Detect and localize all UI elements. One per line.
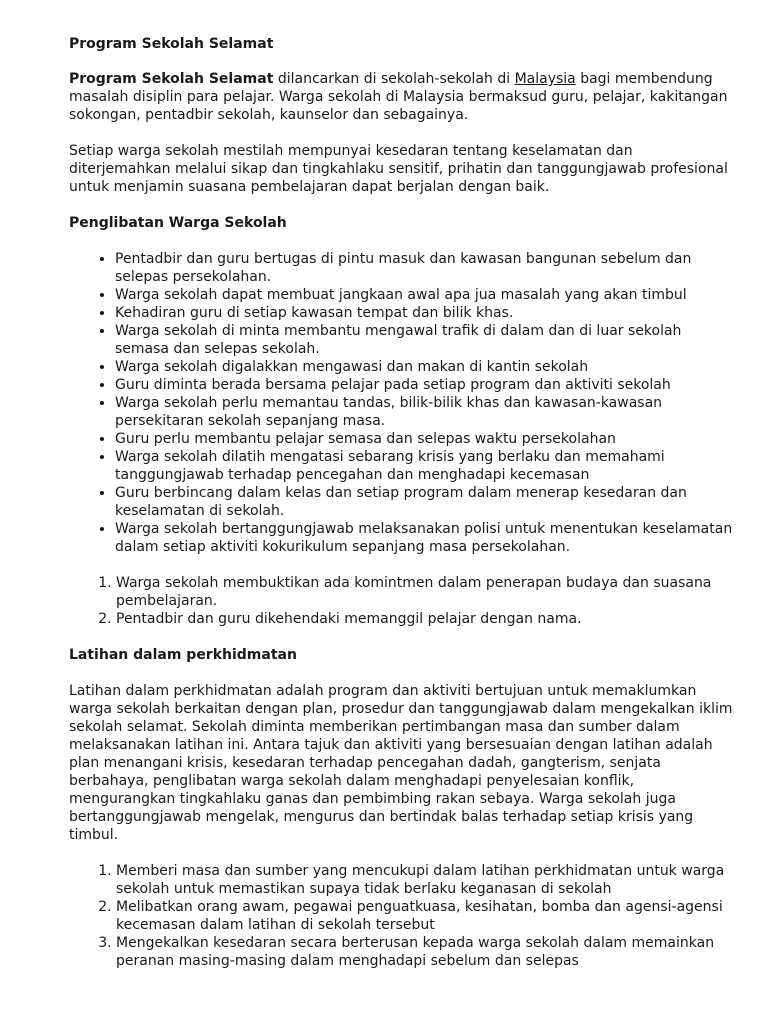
list-item: 2. Pentadbir dan guru dikehendaki memanggil pelajar dengan nama.	[116, 610, 734, 628]
document-page	[69, 35, 734, 970]
section-heading-latihan: Latihan dalam perkhidmatan	[69, 647, 297, 663]
list-item: • Warga sekolah di minta membantu mengawal trafik di dalam dan di luar sekolah semasa dan selepas sekolah.	[115, 322, 734, 358]
document-title: Program Sekolah Selamat	[69, 36, 274, 52]
intro-text-before-link: dilancarkan di sekolah-sekolah di	[273, 71, 515, 87]
list-item: • Guru diminta berada bersama pelajar pada setiap program dan aktiviti sekolah	[115, 376, 734, 394]
penglibatan-bullet-list	[68, 250, 734, 556]
section-heading-penglibatan: Penglibatan Warga Sekolah	[69, 215, 287, 231]
malaysia-link[interactable]: Malaysia	[514, 71, 576, 87]
penglibatan-numbered-list	[69, 574, 734, 628]
list-item: 1. Warga sekolah membuktikan ada komintmen dalam penerapan budaya dan suasana pembelajaran.	[116, 574, 734, 610]
list-item: • Pentadbir dan guru bertugas di pintu masuk dan kawasan bangunan sebelum dan selepas persekolahan.	[115, 250, 734, 286]
awareness-paragraph: Setiap warga sekolah mestilah mempunyai kesedaran tentang keselamatan dan diterjemahkan melalui sikap dan tingkahlaku sensitif, prihatin dan tanggungjawab profesional untuk menjamin suasana pembelajaran dapat berjalan dengan baik.	[69, 143, 728, 195]
list-item: • Warga sekolah perlu memantau tandas, bilik-bilik khas dan kawasan-kawasan persekitaran sekolah sepanjang masa.	[115, 394, 734, 430]
list-item: • Warga sekolah bertanggungjawab melaksanakan polisi untuk menentukan keselamatan dalam setiap aktiviti kokurikulum sepanjang masa persekolahan.	[115, 520, 734, 556]
list-item: • Guru berbincang dalam kelas dan setiap program dalam menerap kesedaran dan keselamatan di sekolah.	[115, 484, 734, 520]
list-item: • Warga sekolah dapat membuat jangkaan awal apa jua masalah yang akan timbul	[115, 286, 734, 304]
latihan-numbered-list	[69, 862, 734, 970]
latihan-paragraph: Latihan dalam perkhidmatan adalah program dan aktiviti bertujuan untuk memaklumkan warga sekolah berkaitan dengan plan, prosedur dan tanggungjawab dalam mengekalkan iklim sekolah selamat. Sekolah diminta memberikan pertimbangan masa dan sumber dalam melaksanakan latihan ini. Antara tajuk dan aktiviti yang bersesuaian dengan latihan adalah plan menangani krisis, kesedaran terhadap pencegahan dadah, gangterism, senjata berbahaya, penglibatan warga sekolah dalam menghadapi penyelesaian konflik, mengurangkan tingkahlaku ganas dan pembimbing rakan sebaya. Warga sekolah juga bertanggungjawab mengelak, mengurus dan bertindak balas terhadap setiap krisis yang timbul.	[69, 683, 733, 843]
list-item: 1. Memberi masa dan sumber yang mencukupi dalam latihan perkhidmatan untuk warga sekolah untuk memastikan supaya tidak berlaku keganasan di sekolah	[116, 862, 734, 898]
list-item: • Guru perlu membantu pelajar semasa dan selepas waktu persekolahan	[115, 430, 734, 448]
intro-bold-term: Program Sekolah Selamat	[69, 71, 274, 87]
intro-text-after-link: bagi membendung masalah disiplin para pelajar. Warga sekolah di Malaysia bermaksud guru, pelajar, kakitangan sokongan, pentadbir sekolah, kaunselor dan sebagainya.	[69, 71, 728, 123]
list-item: • Kehadiran guru di setiap kawasan tempat dan bilik khas.	[115, 304, 734, 322]
list-item: • Warga sekolah digalakkan mengawasi dan makan di kantin sekolah	[115, 358, 734, 376]
list-item: 2. Melibatkan orang awam, pegawai penguatkuasa, kesihatan, bomba dan agensi-agensi kecemasan dalam latihan di sekolah tersebut	[116, 898, 734, 934]
list-item: • Warga sekolah dilatih mengatasi sebarang krisis yang berlaku dan memahami tanggungjawab terhadap pencegahan dan menghadapi kecemasan	[115, 448, 734, 484]
list-item: 3. Mengekalkan kesedaran secara berterusan kepada warga sekolah dalam memainkan peranan masing-masing dalam menghadapi sebelum dan selepas	[116, 934, 734, 970]
intro-paragraph	[69, 70, 734, 124]
